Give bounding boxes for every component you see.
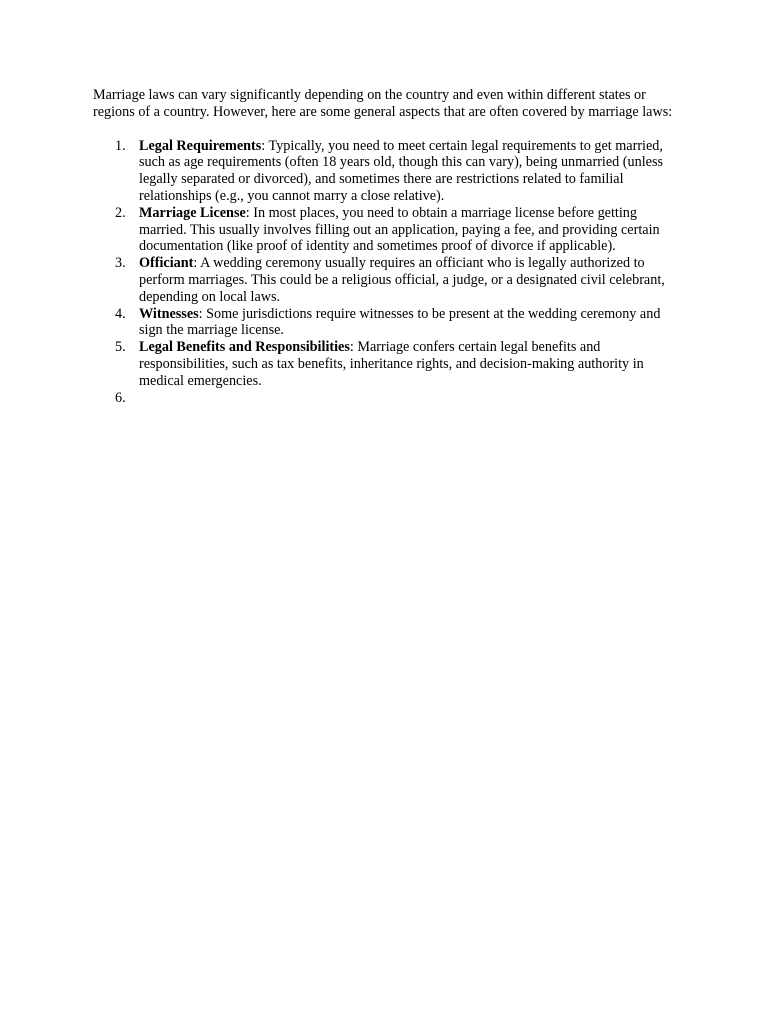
intro-paragraph: Marriage laws can vary significantly depending on the country and even within different states or regions of a country. However, here are some general aspects that are often covered by marriage laws:	[93, 87, 673, 120]
list-item	[93, 306, 683, 340]
list-item-number: 5.	[115, 339, 126, 356]
list-item-text: : Marriage confers certain legal benefits and responsibilities, such as tax benefits, inheritance rights, and decision-making authority in medical emergencies.	[139, 339, 644, 389]
list-item-number: 6.	[115, 389, 126, 406]
numbered-list	[93, 138, 683, 407]
list-item	[93, 138, 683, 205]
list-item-term: Officiant	[139, 255, 194, 272]
list-item-number: 1.	[115, 137, 126, 154]
list-item-text: : Typically, you need to meet certain legal requirements to get married, such as age requirements (often 18 years old, though this can vary), being unmarried (unless legally separated or divorced), and sometimes there are restrictions related to familial relationships (e.g., you cannot marry a close relative).	[139, 137, 663, 204]
list-item-number: 2.	[115, 204, 126, 221]
list-item-text: : A wedding ceremony usually requires an officiant who is legally authorized to perform marriages. This could be a religious official, a judge, or a designated civil celebrant, depending on local laws.	[139, 255, 665, 305]
list-item-term: Legal Requirements	[139, 137, 262, 154]
list-item-term: Witnesses	[139, 305, 199, 322]
list-item	[93, 205, 683, 255]
list-item	[93, 255, 683, 305]
list-item-term: Legal Benefits and Responsibilities	[139, 339, 350, 356]
list-item-term: Marriage License	[139, 204, 246, 221]
list-item-number: 3.	[115, 255, 126, 272]
list-item-number: 4.	[115, 305, 126, 322]
list-item	[93, 339, 683, 389]
list-item-text: : In most places, you need to obtain a marriage license before getting married. This usually involves filling out an application, paying a fee, and providing certain documentation (like proof of identity and sometimes proof of divorce if applicable).	[139, 204, 660, 255]
list-item-text: : Some jurisdictions require witnesses to be present at the wedding ceremony and sign the marriage license.	[139, 305, 661, 339]
list-item	[93, 390, 683, 407]
document-body	[93, 87, 683, 406]
